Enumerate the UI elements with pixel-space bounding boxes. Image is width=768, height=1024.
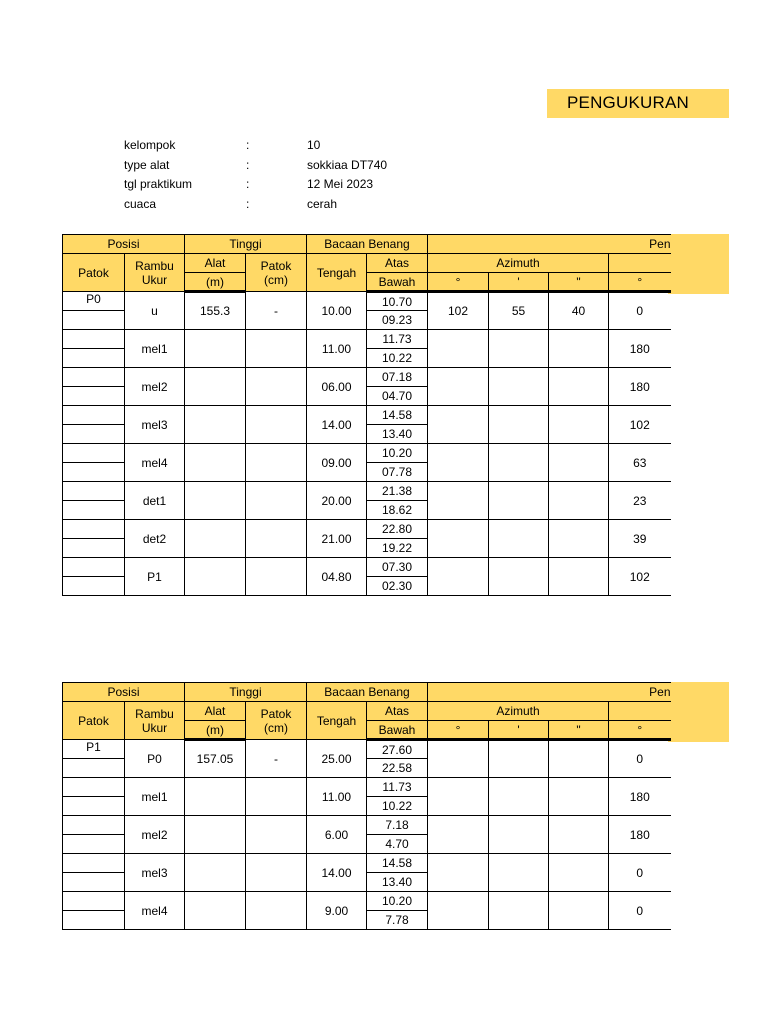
cell-azimuth-minute xyxy=(489,816,549,854)
cell-bawah: 10.22 xyxy=(367,797,428,816)
cell-tengah: 11.00 xyxy=(307,778,367,816)
cell-patok xyxy=(63,444,125,463)
header-bacaan-benang: Bacaan Benang xyxy=(307,235,428,254)
header-degree-2: ° xyxy=(609,721,671,740)
header-blank xyxy=(609,702,671,721)
table-row xyxy=(63,892,671,911)
cell-rambu-ukur: mel3 xyxy=(125,406,185,444)
header-patok-cm xyxy=(246,702,307,740)
cell-pen-degree: 102 xyxy=(609,406,671,444)
cell-azimuth-degree xyxy=(428,740,489,778)
cell-atas: 27.60 xyxy=(367,740,428,759)
header-patok-label: Patok xyxy=(260,706,292,721)
header-degree: ° xyxy=(428,273,489,292)
cell-patok-lower xyxy=(63,797,125,816)
table-2-body xyxy=(63,740,671,930)
cell-tinggi-alat xyxy=(185,330,246,368)
table-row xyxy=(63,482,671,501)
cell-azimuth-second xyxy=(549,406,609,444)
cell-tinggi-alat xyxy=(185,816,246,854)
cell-tinggi-alat xyxy=(185,854,246,892)
cell-patok xyxy=(63,892,125,911)
cell-patok-lower xyxy=(63,539,125,558)
cell-bawah: 18.62 xyxy=(367,501,428,520)
info-value: 10 xyxy=(307,138,321,152)
cell-pen-degree: 0 xyxy=(609,892,671,930)
cell-azimuth-minute xyxy=(489,778,549,816)
cell-patok xyxy=(63,330,125,349)
cell-rambu-ukur: mel1 xyxy=(125,330,185,368)
cell-rambu-ukur: P1 xyxy=(125,558,185,596)
cell-tinggi-alat xyxy=(185,892,246,930)
cell-tinggi-patok xyxy=(246,482,307,520)
cell-azimuth-degree xyxy=(428,330,489,368)
cell-tinggi-patok xyxy=(246,558,307,596)
cell-azimuth-minute xyxy=(489,444,549,482)
cell-patok-lower xyxy=(63,349,125,368)
cell-pen-degree: 180 xyxy=(609,778,671,816)
cell-patok-lower xyxy=(63,425,125,444)
cell-azimuth-minute xyxy=(489,368,549,406)
cell-tengah: 14.00 xyxy=(307,854,367,892)
cell-azimuth-degree xyxy=(428,444,489,482)
cell-azimuth-second xyxy=(549,740,609,778)
header-pen: Pen xyxy=(428,235,671,254)
cell-rambu-ukur: det2 xyxy=(125,520,185,558)
cell-azimuth-degree xyxy=(428,558,489,596)
table-row xyxy=(63,816,671,835)
cell-tengah: 10.00 xyxy=(307,292,367,330)
cell-pen-degree: 63 xyxy=(609,444,671,482)
cell-atas: 10.20 xyxy=(367,444,428,463)
cell-tinggi-patok xyxy=(246,778,307,816)
cell-patok-lower xyxy=(63,835,125,854)
header-alat-unit: (m) xyxy=(185,721,246,740)
cell-azimuth-minute xyxy=(489,406,549,444)
cell-azimuth-second xyxy=(549,444,609,482)
cell-azimuth-second xyxy=(549,368,609,406)
cell-patok xyxy=(63,558,125,577)
measurement-table-2 xyxy=(62,682,671,930)
info-value: cerah xyxy=(307,197,338,211)
cell-pen-degree: 180 xyxy=(609,816,671,854)
cell-tinggi-alat: 155.3 xyxy=(185,292,246,330)
cell-patok xyxy=(63,816,125,835)
cell-rambu-ukur: det1 xyxy=(125,482,185,520)
cell-patok-lower xyxy=(63,873,125,892)
cell-tinggi-patok xyxy=(246,816,307,854)
header-atas: Atas xyxy=(367,254,428,273)
cell-azimuth-second: 40 xyxy=(549,292,609,330)
header-degree-2: ° xyxy=(609,273,671,292)
measurement-table-1 xyxy=(62,234,671,596)
cell-bawah: 07.78 xyxy=(367,463,428,482)
cell-rambu-ukur: u xyxy=(125,292,185,330)
cell-rambu-ukur: mel1 xyxy=(125,778,185,816)
cell-azimuth-minute: 55 xyxy=(489,292,549,330)
cell-patok-lower xyxy=(63,759,125,778)
header-azimuth: Azimuth xyxy=(428,254,609,273)
header-patok-unit: (cm) xyxy=(264,720,288,735)
cell-tinggi-alat: 157.05 xyxy=(185,740,246,778)
header-patok-label: Patok xyxy=(260,258,292,273)
table-row xyxy=(63,368,671,387)
cell-azimuth-second xyxy=(549,520,609,558)
cell-tinggi-alat xyxy=(185,778,246,816)
cell-azimuth-second xyxy=(549,778,609,816)
cell-tinggi-patok: - xyxy=(246,292,307,330)
cell-tengah: 04.80 xyxy=(307,558,367,596)
header-patok-unit: (cm) xyxy=(264,272,288,287)
table-row xyxy=(63,520,671,539)
cell-tinggi-patok xyxy=(246,892,307,930)
cell-patok-lower xyxy=(63,577,125,596)
cell-tengah: 11.00 xyxy=(307,330,367,368)
cell-atas: 07.18 xyxy=(367,368,428,387)
cell-tinggi-patok xyxy=(246,520,307,558)
table-row xyxy=(63,292,671,311)
cell-patok xyxy=(63,520,125,539)
cell-azimuth-degree xyxy=(428,892,489,930)
cell-rambu-ukur: mel2 xyxy=(125,816,185,854)
cell-atas: 07.30 xyxy=(367,558,428,577)
cell-azimuth-second xyxy=(549,892,609,930)
cell-azimuth-minute xyxy=(489,740,549,778)
cell-pen-degree: 0 xyxy=(609,292,671,330)
header-patok: Patok xyxy=(63,702,125,740)
cell-pen-degree: 180 xyxy=(609,330,671,368)
cell-bawah: 13.40 xyxy=(367,425,428,444)
header-blank xyxy=(609,254,671,273)
table-1-header xyxy=(63,235,671,292)
table-row xyxy=(63,740,671,759)
cell-tengah: 25.00 xyxy=(307,740,367,778)
header-bawah: Bawah xyxy=(367,273,428,292)
cell-azimuth-minute xyxy=(489,892,549,930)
cell-tinggi-patok xyxy=(246,330,307,368)
header-rambu-ukur: Rambu Ukur xyxy=(125,254,185,292)
cell-rambu-ukur: mel4 xyxy=(125,892,185,930)
table-2-header xyxy=(63,683,671,740)
header-second: " xyxy=(549,273,609,292)
cell-bawah: 02.30 xyxy=(367,577,428,596)
cell-atas: 14.58 xyxy=(367,854,428,873)
header-tengah: Tengah xyxy=(307,254,367,292)
info-key: kelompok xyxy=(124,138,176,152)
header-minute: ' xyxy=(489,721,549,740)
cell-azimuth-degree xyxy=(428,406,489,444)
cell-tinggi-alat xyxy=(185,482,246,520)
header-tengah: Tengah xyxy=(307,702,367,740)
header-posisi: Posisi xyxy=(63,235,185,254)
info-colon: : xyxy=(246,138,250,152)
cell-patok: P0 xyxy=(63,292,125,311)
cell-tinggi-patok xyxy=(246,444,307,482)
cell-patok: P1 xyxy=(63,740,125,759)
cell-tinggi-alat xyxy=(185,444,246,482)
cell-atas: 10.20 xyxy=(367,892,428,911)
cell-tengah: 09.00 xyxy=(307,444,367,482)
cell-azimuth-degree xyxy=(428,482,489,520)
cell-pen-degree: 0 xyxy=(609,854,671,892)
header-second: " xyxy=(549,721,609,740)
cell-azimuth-degree xyxy=(428,368,489,406)
header-patok-cm xyxy=(246,254,307,292)
cell-bawah: 7.78 xyxy=(367,911,428,930)
header-alat: Alat xyxy=(185,254,246,273)
header-degree: ° xyxy=(428,721,489,740)
cell-rambu-ukur: mel4 xyxy=(125,444,185,482)
table-row xyxy=(63,854,671,873)
cell-azimuth-second xyxy=(549,558,609,596)
cell-azimuth-second xyxy=(549,482,609,520)
header-rambu-ukur: Rambu Ukur xyxy=(125,702,185,740)
header-patok: Patok xyxy=(63,254,125,292)
cell-tengah: 6.00 xyxy=(307,816,367,854)
cell-patok-lower xyxy=(63,911,125,930)
page-title: PENGUKURAN xyxy=(567,93,689,112)
cell-patok xyxy=(63,778,125,797)
cell-azimuth-minute xyxy=(489,558,549,596)
cell-tinggi-patok xyxy=(246,854,307,892)
cell-tengah: 06.00 xyxy=(307,368,367,406)
cell-bawah: 22.58 xyxy=(367,759,428,778)
table-row xyxy=(63,778,671,797)
cell-pen-degree: 0 xyxy=(609,740,671,778)
cell-bawah: 13.40 xyxy=(367,873,428,892)
info-key: type alat xyxy=(124,158,170,172)
cell-azimuth-degree xyxy=(428,854,489,892)
cell-tengah: 9.00 xyxy=(307,892,367,930)
cell-tinggi-alat xyxy=(185,406,246,444)
cell-pen-degree: 39 xyxy=(609,520,671,558)
table-1-body xyxy=(63,292,671,596)
cell-patok-lower xyxy=(63,501,125,520)
cell-patok xyxy=(63,406,125,425)
table-row xyxy=(63,558,671,577)
header-alat-unit: (m) xyxy=(185,273,246,292)
cell-azimuth-second xyxy=(549,330,609,368)
cell-atas: 21.38 xyxy=(367,482,428,501)
cell-azimuth-second xyxy=(549,854,609,892)
cell-azimuth-degree xyxy=(428,816,489,854)
cell-patok xyxy=(63,368,125,387)
cell-rambu-ukur: mel3 xyxy=(125,854,185,892)
header-extension xyxy=(668,234,729,294)
info-value: 12 Mei 2023 xyxy=(307,177,374,191)
header-extension xyxy=(668,682,729,742)
header-tinggi: Tinggi xyxy=(185,683,307,702)
cell-bawah: 4.70 xyxy=(367,835,428,854)
table-row xyxy=(63,444,671,463)
cell-azimuth-degree xyxy=(428,520,489,558)
cell-tengah: 14.00 xyxy=(307,406,367,444)
header-azimuth: Azimuth xyxy=(428,702,609,721)
cell-azimuth-minute xyxy=(489,854,549,892)
table-row xyxy=(63,406,671,425)
cell-azimuth-degree: 102 xyxy=(428,292,489,330)
cell-bawah: 10.22 xyxy=(367,349,428,368)
cell-pen-degree: 102 xyxy=(609,558,671,596)
cell-tinggi-patok xyxy=(246,406,307,444)
info-colon: : xyxy=(246,177,250,191)
cell-patok xyxy=(63,482,125,501)
header-bawah: Bawah xyxy=(367,721,428,740)
cell-azimuth-minute xyxy=(489,520,549,558)
table-row xyxy=(63,330,671,349)
cell-tinggi-alat xyxy=(185,520,246,558)
cell-tengah: 20.00 xyxy=(307,482,367,520)
cell-rambu-ukur: P0 xyxy=(125,740,185,778)
cell-atas: 11.73 xyxy=(367,330,428,349)
cell-tinggi-alat xyxy=(185,368,246,406)
cell-tinggi-alat xyxy=(185,558,246,596)
header-pen: Pen xyxy=(428,683,671,702)
cell-pen-degree: 23 xyxy=(609,482,671,520)
info-colon: : xyxy=(246,197,250,211)
cell-atas: 22.80 xyxy=(367,520,428,539)
header-bacaan-benang: Bacaan Benang xyxy=(307,683,428,702)
cell-rambu-ukur: mel2 xyxy=(125,368,185,406)
header-atas: Atas xyxy=(367,702,428,721)
cell-bawah: 09.23 xyxy=(367,311,428,330)
cell-tengah: 21.00 xyxy=(307,520,367,558)
cell-atas: 7.18 xyxy=(367,816,428,835)
cell-patok-lower xyxy=(63,387,125,406)
info-colon: : xyxy=(246,158,250,172)
cell-tinggi-patok: - xyxy=(246,740,307,778)
cell-patok xyxy=(63,854,125,873)
cell-pen-degree: 180 xyxy=(609,368,671,406)
cell-atas: 14.58 xyxy=(367,406,428,425)
cell-azimuth-minute xyxy=(489,330,549,368)
cell-azimuth-minute xyxy=(489,482,549,520)
cell-tinggi-patok xyxy=(246,368,307,406)
info-key: cuaca xyxy=(124,197,157,211)
info-value: sokkiaa DT740 xyxy=(307,158,388,172)
cell-patok-lower xyxy=(63,463,125,482)
cell-atas: 11.73 xyxy=(367,778,428,797)
cell-bawah: 04.70 xyxy=(367,387,428,406)
header-tinggi: Tinggi xyxy=(185,235,307,254)
cell-azimuth-degree xyxy=(428,778,489,816)
cell-azimuth-second xyxy=(549,816,609,854)
header-alat: Alat xyxy=(185,702,246,721)
cell-atas: 10.70 xyxy=(367,292,428,311)
page-title-banner xyxy=(547,89,729,118)
cell-bawah: 19.22 xyxy=(367,539,428,558)
header-minute: ' xyxy=(489,273,549,292)
cell-patok-lower xyxy=(63,311,125,330)
header-posisi: Posisi xyxy=(63,683,185,702)
info-key: tgl praktikum xyxy=(124,177,193,191)
